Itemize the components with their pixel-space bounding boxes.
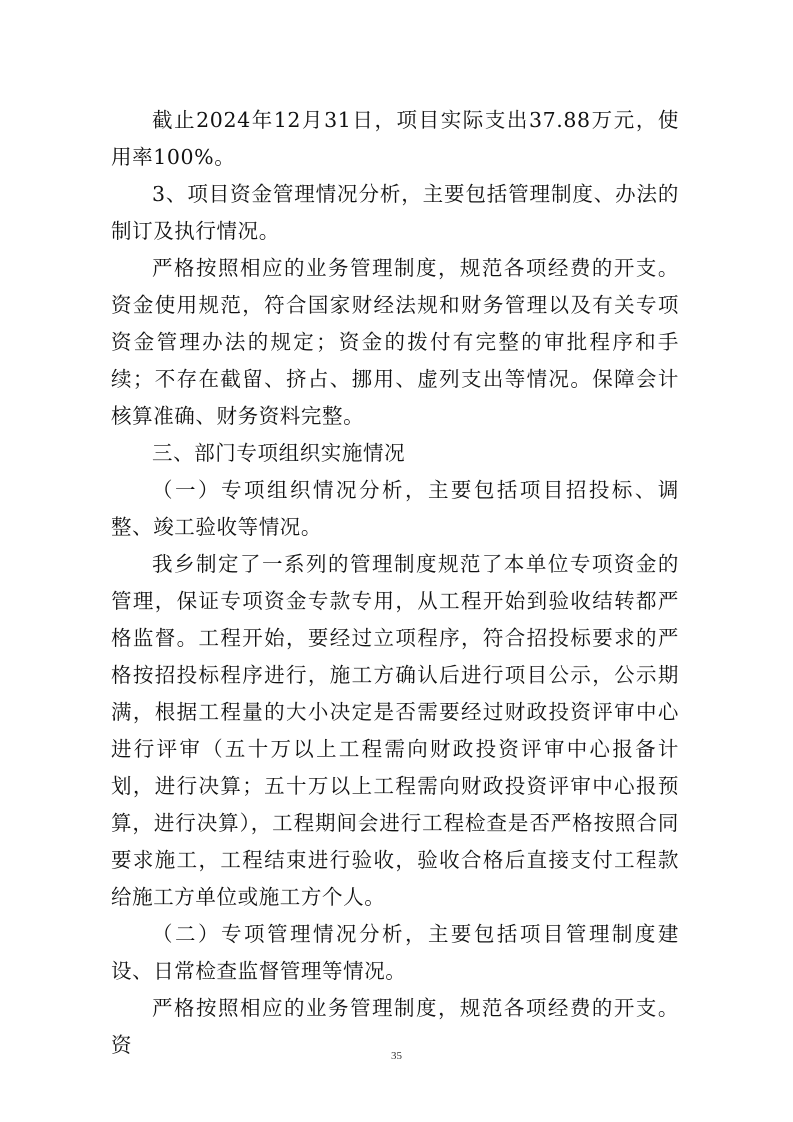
paragraph-project-management-heading: （二）专项管理情况分析，主要包括项目管理制度建设、日常检查监督管理等情况。 [111, 922, 679, 983]
paragraph-project-management-body: 严格按照相应的业务管理制度，规范各项经费的开支。资 [111, 996, 679, 1057]
paragraph-organization-heading: （一）专项组织情况分析，主要包括项目招投标、调整、竣工验收等情况。 [111, 478, 679, 539]
page-number: 35 [391, 1050, 402, 1062]
section-heading-implementation: 三、部门专项组织实施情况 [152, 441, 406, 465]
paragraph-organization-body: 我乡制定了一系列的管理制度规范了本单位专项资金的管理，保证专项资金专款专用，从工程开始到验收结转都严格监督。工程开始，要经过立项程序，符合招投标要求的严格按招投标程序进行，施工方确认后进行项目公示，公示期满，根据工程量的大小决定是否需要经过财政投资评审中心进行评审（五十万以上工程需向财政投资评审中心报备计划，进行决算；五十万以上工程需向财政投资评审中心报预算，进行决算），工程期间会进行工程检查是否严格按照合同要求施工，工程结束进行验收，验收合格后直接支付工程款给施工方单位或施工方个人。 [111, 552, 679, 909]
paragraph-fund-management-body: 严格按照相应的业务管理制度，规范各项经费的开支。资金使用规范，符合国家财经法规和财务管理以及有关专项资金管理办法的规定；资金的拨付有完整的审批程序和手续；不存在截留、挤占、挪用、虚列支出等情况。保障会计核算准确、财务资料完整。 [111, 256, 679, 428]
paragraph-expenditure: 截止2024年12月31日，项目实际支出37.88万元，使用率100%。 [111, 108, 679, 169]
body-text [111, 102, 679, 1064]
paragraph-fund-management-heading: 3、项目资金管理情况分析，主要包括管理制度、办法的制订及执行情况。 [111, 182, 679, 243]
